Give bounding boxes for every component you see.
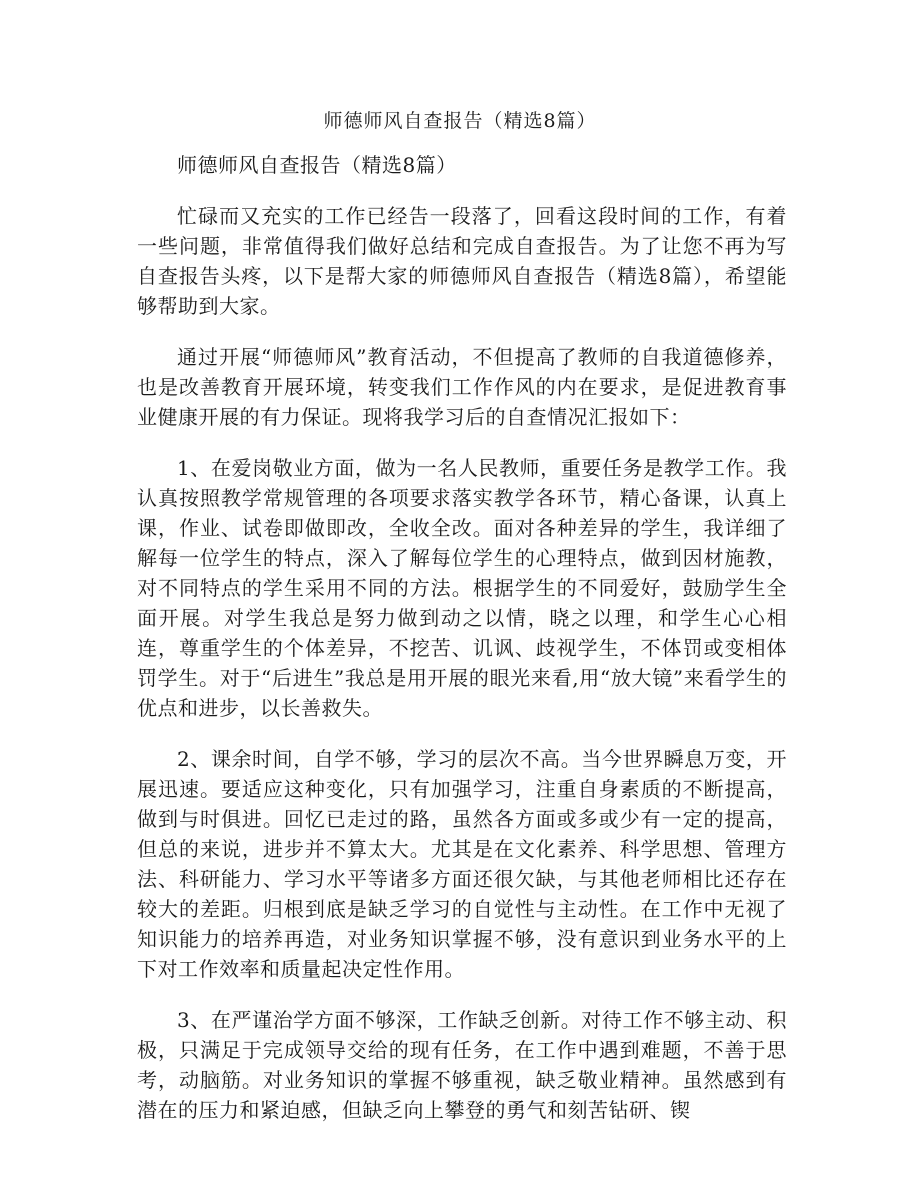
document-subtitle: 师德师风自查报告（精选8篇） — [177, 153, 457, 177]
paragraph-item-2: 2、课余时间，自学不够，学习的层次不高。当今世界瞬息万变，开展迅速。要适应这种变化，只有加强学习，注重自身素质的不断提高，做到与时俱进。回忆已走过的路，虽然各方面或多或少有一定的提高，但总的来说，进步并不算太大。尤其是在文化素养、科学思想、管理方法、科研能力、学习水平等诸多方面还很欠缺，与其他老师相比还存在较大的差距。归根到底是缺乏学习的自觉性与主动性。在工作中无视了知识能力的培养再造，对业务知识掌握不够，没有意识到业务水平的上下对工作效率和质量起决定性作用。 — [137, 747, 787, 981]
paragraph-intro: 忙碌而又充实的工作已经告一段落了，回看这段时间的工作，有着一些问题，非常值得我们做好总结和完成自查报告。为了让您不再为写自查报告头疼，以下是帮大家的师德师风自查报告（精选8篇），希望能够帮助到大家。 — [137, 204, 787, 318]
paragraph-activity: 通过开展“师德师风”教育活动，不但提高了教师的自我道德修养，也是改善教育开展环境，转变我们工作作风的内在要求，是促进教育事业健康开展的有力保证。现将我学习后的自查情况汇报如下： — [137, 345, 787, 429]
paragraph-item-3: 3、在严谨治学方面不够深，工作缺乏创新。对待工作不够主动、积极，只满足于完成领导交给的现有任务，在工作中遇到难题，不善于思考，动脑筋。对业务知识的掌握不够重视，缺乏敬业精神。虽然感到有潜在的压力和紧迫感，但缺乏向上攀登的勇气和刻苦钻研、锲 — [137, 1008, 787, 1122]
document-title: 师德师风自查报告（精选8篇） — [323, 110, 597, 132]
document-body — [137, 150, 787, 1146]
paragraph-item-1: 1、在爱岗敬业方面，做为一名人民教师，重要任务是教学工作。我认真按照教学常规管理的各项要求落实教学各环节，精心备课，认真上课，作业、试卷即做即改，全收全改。面对各种差异的学生，我详细了解每一位学生的特点，深入了解每位学生的心理特点，做到因材施教，对不同特点的学生采用不同的方法。根据学生的不同爱好，鼓励学生全面开展。对学生我总是努力做到动之以情，晓之以理，和学生心心相连，尊重学生的个体差异，不挖苦、讥讽、歧视学生，不体罚或变相体罚学生。对于“后进生”我总是用开展的眼光来看,用“放大镜”来看学生的优点和进步，以长善救失。 — [137, 456, 787, 720]
